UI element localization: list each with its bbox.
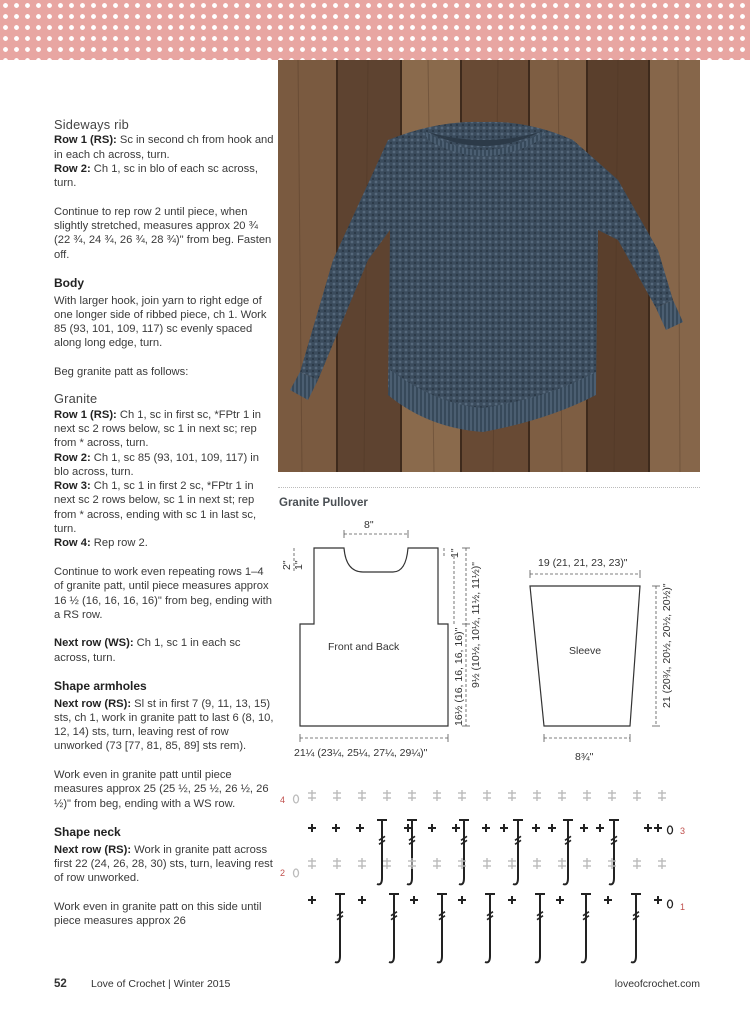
sleeve-length-label: 21 (20¾, 20½, 20½, 20½)" [661, 583, 673, 708]
heading-shape-neck: Shape neck [54, 825, 121, 840]
heading-body: Body [54, 276, 84, 291]
row-label: Row 1 (RS): [54, 134, 117, 147]
fptr-stitch [609, 820, 614, 884]
paragraph [54, 636, 274, 665]
row-text: Rep row 2. [90, 537, 148, 550]
issue-date: | Winter 2015 [165, 978, 231, 990]
paragraph [54, 697, 274, 754]
sweater-photo [278, 60, 700, 472]
paragraph [54, 843, 274, 886]
schematic-title: Granite Pullover [279, 497, 368, 509]
row-text: Ch 1, sc 1 in first 2 sc, *FPtr 1 in next sc 2 rows below, sc 1 in next st; rep from * across, ending with sc 1 in last sc, turn. [54, 480, 257, 536]
row-number-3: 3 [680, 826, 686, 836]
row-label: Next row (RS): [54, 697, 132, 710]
body-length-label: 16½ (16, 16, 16, 16)" [453, 627, 465, 726]
website-url: loveofcrochet.com [614, 978, 700, 990]
row-text: Sl st in first 7 (9, 11, 13, 15) sts, ch 1, work in granite patt to last 6 (8, 10, 12, 14) sts, turn, leaving rest of row unworked (73 [77, 81, 85, 89] sts rem). [54, 697, 274, 753]
row-number-4: 4 [280, 795, 286, 805]
fptr-stitch [563, 820, 568, 884]
row-label: Row 3: [54, 480, 91, 493]
armhole-depth-label: 9½ (10½, 10½, 11½, 11½)" [470, 562, 482, 688]
fptr-stitch [581, 894, 586, 962]
row-label: Row 4: [54, 537, 91, 550]
chain-oval [294, 869, 299, 877]
chain-oval [294, 795, 299, 803]
sleeve-label: Sleeve [569, 645, 602, 657]
sleeve-cuff-label: 8¾" [575, 751, 594, 763]
heading-sideways-rib: Sideways rib [54, 117, 129, 132]
fptr-stitch [335, 894, 340, 962]
front-label: Front and Back [328, 641, 400, 653]
shoulder-drop-label: 1" [449, 548, 461, 558]
row-text: Sc in second ch from hook and in each ch across, turn. [54, 134, 274, 161]
polka-dot-banner [0, 0, 750, 60]
fptr-stitch [437, 894, 442, 962]
row-label: Next row (WS): [54, 637, 134, 650]
fptr-stitch [459, 820, 464, 884]
paragraph: Beg granite patt as follows: [54, 366, 189, 379]
row-number-2: 2 [280, 868, 286, 878]
paragraph: Work even in granite patt until piece measures approx 25 (25 ½, 25 ½, 26 ½, 26 ½)" from beg, ending with a WS row. [54, 769, 269, 810]
row-label: Next row (RS): [54, 843, 132, 856]
heading-granite: Granite [54, 391, 98, 407]
row-text: Work in granite patt across first 22 (24, 26, 28, 30) sts, turn, leaving rest of row unworked. [54, 843, 273, 885]
row-label: Row 2: [54, 451, 91, 464]
front-back-piece [300, 548, 448, 726]
body-width-label: 21¼ (23¼, 25¼, 27¼, 29¼)" [294, 747, 428, 759]
fptr-stitch [631, 894, 636, 962]
fptr-stitch [535, 894, 540, 962]
row-text: Ch 1, sc in first sc, *FPtr 1 in next sc 2 rows below, sc 1 in next sc; rep from * across, turn. [54, 408, 262, 450]
stitch-chart [278, 778, 700, 974]
schematic-diagram [278, 512, 700, 772]
dotted-separator [278, 487, 700, 488]
row-number-1: 1 [680, 902, 686, 912]
magazine-issue [91, 978, 230, 990]
neck-depth-label: 2" [281, 560, 293, 570]
neck-width-label: 8" [364, 519, 374, 531]
fptr-stitch [485, 894, 490, 962]
row-label: Row 1 (RS): [54, 408, 117, 421]
fptr-stitch [389, 894, 394, 962]
sleeve-top-label: 19 (21, 21, 23, 23)" [538, 557, 628, 569]
chart-symbols [294, 790, 673, 962]
paragraph: Continue to rep row 2 until piece, when slightly stretched, measures approx 20 ¾ (22 ¾, 24 ¾, 26 ¾, 28 ¾)" from beg. Fasten off. [54, 205, 272, 261]
page-number: 52 [54, 978, 67, 990]
paragraph: Work even in granite patt on this side until piece measures approx 26 [54, 900, 262, 928]
row-text: Ch 1, sc 85 (93, 101, 109, 117) in blo across, turn. [54, 451, 260, 478]
granite-rows [54, 408, 274, 551]
magazine-title: Love of Crochet [91, 978, 166, 990]
row-label: Row 2: [54, 162, 91, 175]
chain-oval [668, 900, 673, 908]
chain-oval [668, 826, 673, 834]
pattern-instructions [54, 118, 274, 943]
neck-top-label: 1" [293, 560, 305, 570]
paragraph: With larger hook, join yarn to right edge of one longer side of ribbed piece, ch 1. Work 85 (93, 101, 109, 117) sc evenly spaced along long edge, turn. [54, 294, 267, 350]
fptr-stitch [377, 820, 382, 884]
row-text: Ch 1, sc 1 in each sc across, turn. [54, 637, 241, 664]
sideways-rib-rows [54, 133, 274, 190]
paragraph: Continue to work even repeating rows 1–4 of granite patt, until piece measures approx 16 ½ (16, 16, 16, 16)" from beg, ending with a RS row. [54, 565, 272, 621]
fptr-stitch [513, 820, 518, 884]
heading-shape-armholes: Shape armholes [54, 679, 147, 694]
row-text: Ch 1, sc in blo of each sc across, turn. [54, 162, 258, 190]
